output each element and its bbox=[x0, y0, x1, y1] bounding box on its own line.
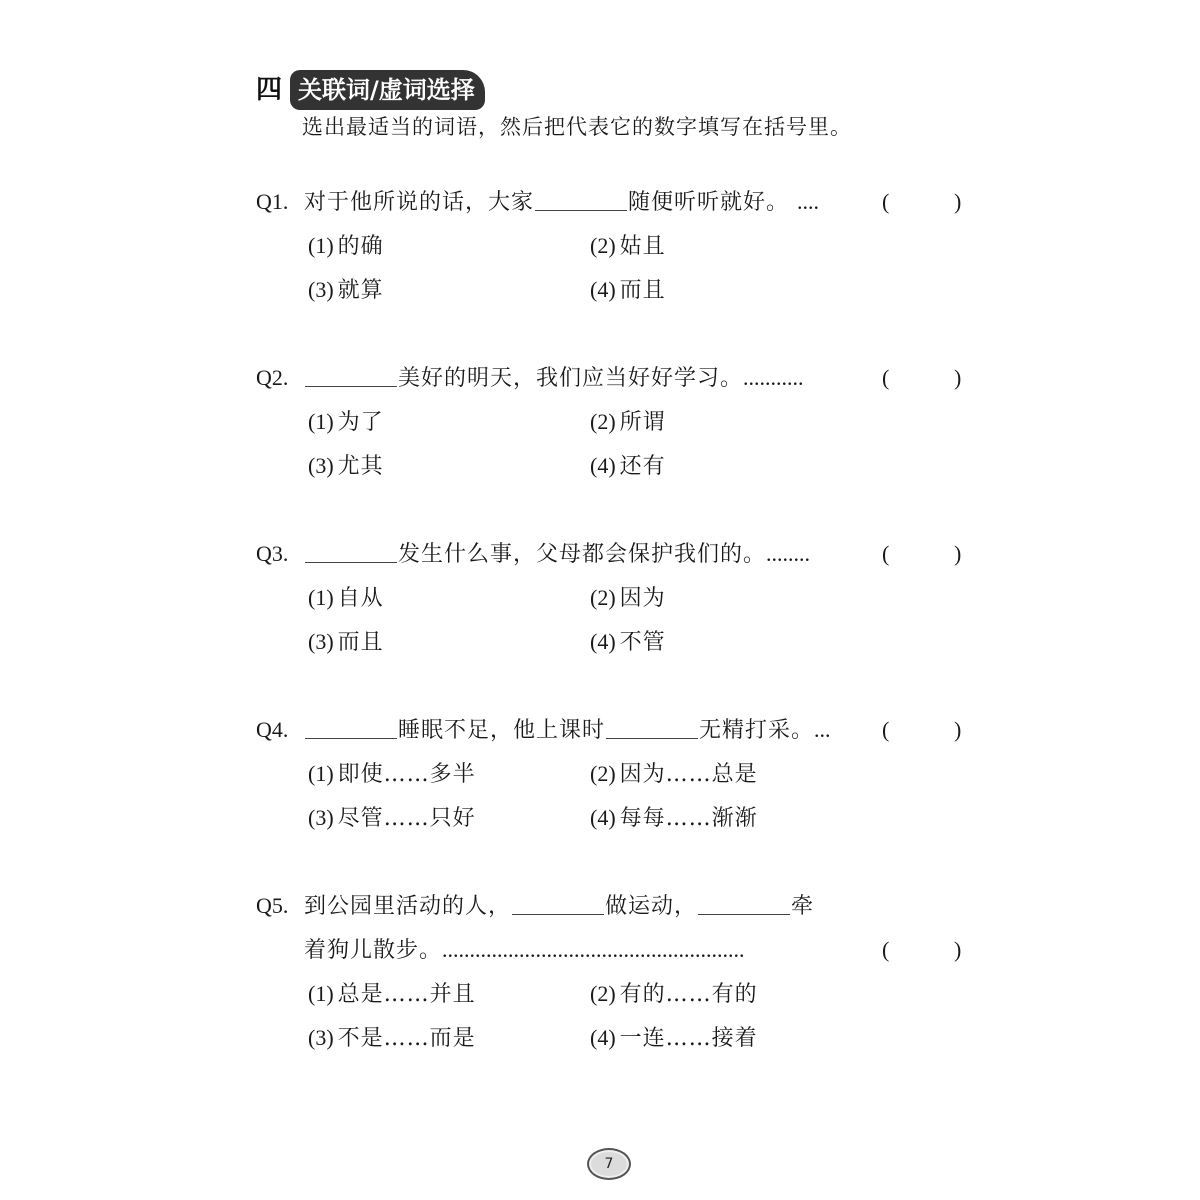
option-label: (3) bbox=[308, 805, 334, 830]
option-label: (4) bbox=[590, 453, 616, 478]
question-4 bbox=[256, 708, 976, 840]
option-text: 不是……而是 bbox=[337, 1026, 476, 1051]
option-label: (2) bbox=[590, 585, 616, 610]
option-label: (3) bbox=[308, 453, 334, 478]
question-text bbox=[304, 708, 831, 753]
answer-blank[interactable] bbox=[698, 884, 790, 915]
option-text: 而且 bbox=[337, 630, 384, 655]
section-header bbox=[256, 70, 485, 110]
option-1[interactable] bbox=[308, 752, 590, 796]
question-text-part: 对于他所说的话，大家 bbox=[304, 190, 535, 215]
option-label: (1) bbox=[308, 761, 334, 786]
option-text: 还有 bbox=[619, 454, 666, 479]
option-text: 的确 bbox=[337, 234, 384, 259]
answer-blank[interactable] bbox=[512, 884, 604, 915]
leader-dots: ....................................................... bbox=[442, 937, 745, 962]
option-text: 自从 bbox=[337, 586, 384, 611]
option-2[interactable] bbox=[590, 752, 872, 796]
option-text: 不管 bbox=[619, 630, 666, 655]
paren-open: ( bbox=[882, 937, 890, 962]
option-label: (1) bbox=[308, 981, 334, 1006]
option-label: (3) bbox=[308, 629, 334, 654]
question-number: Q2. bbox=[256, 365, 289, 390]
answer-blank[interactable] bbox=[305, 356, 397, 387]
option-text: 为了 bbox=[337, 410, 384, 435]
instruction-text: 选出最适当的词语，然后把代表它的数字填写在括号里。 bbox=[302, 115, 852, 139]
question-5 bbox=[256, 884, 976, 1060]
option-4[interactable] bbox=[590, 796, 872, 840]
question-text bbox=[304, 884, 814, 929]
question-text-part: 无精打采。 bbox=[699, 718, 815, 743]
option-label: (4) bbox=[590, 629, 616, 654]
question-text bbox=[304, 356, 804, 401]
question-number: Q3. bbox=[256, 541, 289, 566]
option-label: (4) bbox=[590, 1025, 616, 1050]
option-4[interactable] bbox=[590, 268, 872, 312]
option-text: 所谓 bbox=[619, 410, 666, 435]
section-number: 四 bbox=[256, 75, 283, 105]
question-line bbox=[256, 180, 976, 224]
answer-blank[interactable] bbox=[535, 180, 627, 211]
question-1 bbox=[256, 180, 976, 312]
leader-dots: .... bbox=[797, 189, 820, 214]
option-text: 就算 bbox=[337, 278, 384, 303]
question-text-part: 随便听听就好。 bbox=[628, 190, 790, 215]
option-4[interactable] bbox=[590, 444, 872, 488]
paren-close: ) bbox=[954, 541, 962, 566]
option-2[interactable] bbox=[590, 400, 872, 444]
paren-close: ) bbox=[954, 365, 962, 390]
paren-open: ( bbox=[882, 365, 890, 390]
paren-close: ) bbox=[954, 189, 962, 214]
option-text: 而且 bbox=[619, 278, 666, 303]
option-label: (4) bbox=[590, 805, 616, 830]
option-1[interactable] bbox=[308, 576, 590, 620]
option-label: (2) bbox=[590, 409, 616, 434]
option-label: (4) bbox=[590, 277, 616, 302]
question-text-part: 美好的明天，我们应当好好学习。 bbox=[398, 366, 744, 391]
option-label: (2) bbox=[590, 761, 616, 786]
option-4[interactable] bbox=[590, 620, 872, 664]
option-3[interactable] bbox=[308, 620, 590, 664]
question-3 bbox=[256, 532, 976, 664]
option-3[interactable] bbox=[308, 268, 590, 312]
question-line bbox=[256, 532, 976, 576]
option-1[interactable] bbox=[308, 972, 590, 1016]
section-title: 关联词/虚词选择 bbox=[290, 70, 485, 110]
options-grid bbox=[308, 972, 868, 1060]
option-3[interactable] bbox=[308, 796, 590, 840]
option-text: 因为……总是 bbox=[619, 762, 758, 787]
question-text-part: 睡眠不足，他上课时 bbox=[398, 718, 606, 743]
page-number: 7 bbox=[587, 1148, 631, 1180]
option-1[interactable] bbox=[308, 224, 590, 268]
option-text: 尽管……只好 bbox=[337, 806, 476, 831]
option-label: (2) bbox=[590, 981, 616, 1006]
question-line bbox=[256, 356, 976, 400]
option-text: 因为 bbox=[619, 586, 666, 611]
question-text bbox=[304, 928, 745, 973]
answer-blank[interactable] bbox=[305, 532, 397, 563]
paren-open: ( bbox=[882, 717, 890, 742]
options-grid bbox=[308, 576, 868, 664]
option-text: 有的……有的 bbox=[619, 982, 758, 1007]
options-grid bbox=[308, 752, 868, 840]
question-line bbox=[256, 708, 976, 752]
question-number: Q1. bbox=[256, 189, 289, 214]
question-text-part: 牵 bbox=[791, 894, 815, 919]
option-4[interactable] bbox=[590, 1016, 872, 1060]
option-label: (3) bbox=[308, 277, 334, 302]
option-text: 姑且 bbox=[619, 234, 666, 259]
option-text: 每每……渐渐 bbox=[619, 806, 758, 831]
leader-dots: ........... bbox=[743, 365, 804, 390]
paren-close: ) bbox=[954, 717, 962, 742]
question-line-2 bbox=[256, 928, 976, 972]
question-text-part: 到公园里活动的人， bbox=[304, 894, 512, 919]
question-text bbox=[304, 532, 810, 577]
question-text bbox=[304, 180, 819, 225]
answer-blank[interactable] bbox=[305, 708, 397, 739]
option-label: (1) bbox=[308, 409, 334, 434]
answer-blank[interactable] bbox=[606, 708, 698, 739]
option-1[interactable] bbox=[308, 400, 590, 444]
question-text-part: 发生什么事，父母都会保护我们的。 bbox=[398, 542, 767, 567]
option-2[interactable] bbox=[590, 972, 872, 1016]
option-3[interactable] bbox=[308, 444, 590, 488]
paren-close: ) bbox=[954, 937, 962, 962]
option-label: (1) bbox=[308, 233, 334, 258]
option-3[interactable] bbox=[308, 1016, 590, 1060]
option-label: (1) bbox=[308, 585, 334, 610]
question-number: Q5. bbox=[256, 893, 289, 918]
question-line bbox=[256, 884, 976, 928]
option-text: 尤其 bbox=[337, 454, 384, 479]
option-text: 总是……并且 bbox=[337, 982, 476, 1007]
leader-dots: ........ bbox=[766, 541, 811, 566]
question-text-part: 着狗儿散步。 bbox=[304, 938, 443, 963]
question-2 bbox=[256, 356, 976, 488]
option-2[interactable] bbox=[590, 576, 872, 620]
paren-open: ( bbox=[882, 189, 890, 214]
options-grid bbox=[308, 400, 868, 488]
leader-dots: ... bbox=[814, 717, 831, 742]
options-grid bbox=[308, 224, 868, 312]
option-text: 一连……接着 bbox=[619, 1026, 758, 1051]
option-label: (3) bbox=[308, 1025, 334, 1050]
option-text: 即使……多半 bbox=[337, 762, 476, 787]
option-2[interactable] bbox=[590, 224, 872, 268]
question-number: Q4. bbox=[256, 717, 289, 742]
paren-open: ( bbox=[882, 541, 890, 566]
question-text-part: 做运动， bbox=[605, 894, 698, 919]
option-label: (2) bbox=[590, 233, 616, 258]
